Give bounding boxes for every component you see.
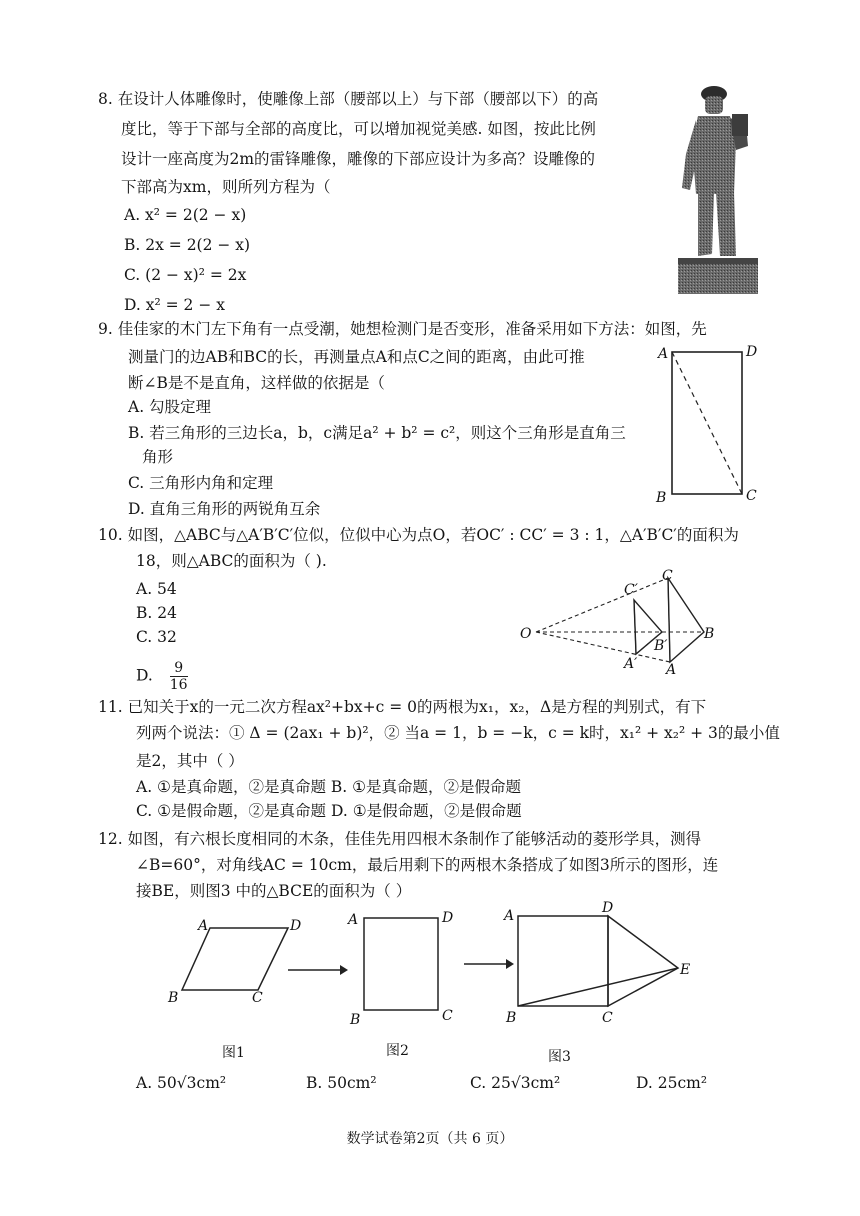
- homothety-figure: [518, 566, 728, 678]
- fig1-label-b: B: [168, 990, 179, 1006]
- q11-line-1: 11. 已知关于x的一元二次方程ax²+bx+c = 0的两根为x₁，x₂，Δ是方程的判别式，有下: [98, 698, 707, 716]
- homothety-label-a: A: [666, 662, 677, 678]
- homothety-label-o: O: [520, 626, 532, 642]
- door-label-c: C: [746, 488, 757, 504]
- q8-option-b: B. 2x = 2(2 − x): [124, 236, 251, 254]
- q10-line-2: 18，则△ABC的面积为（ ).: [136, 552, 327, 570]
- door-rectangle: [672, 352, 742, 494]
- door-label-b: B: [656, 490, 667, 506]
- q10-option-d-fraction: [170, 660, 188, 693]
- fig3-label-a: A: [504, 908, 515, 924]
- q12-option-c: C. 25√3cm²: [470, 1074, 561, 1092]
- homothety-label-c: C: [662, 568, 673, 584]
- q10-option-c: C. 32: [136, 628, 177, 646]
- q8-line-4: 下部高为xm，则所列方程为（: [121, 178, 331, 196]
- door-diagonal-ac: [672, 352, 742, 494]
- q12-line-3: 接BE，则图3 中的△BCE的面积为（ ）: [136, 882, 412, 900]
- fig3-label-d: D: [602, 900, 614, 916]
- q11-options-cd: C. ①是假命题，②是真命题 D. ①是假命题，②是假命题: [136, 802, 522, 820]
- q9-line-3: 断∠B是不是直角，这样做的依据是（: [128, 374, 385, 392]
- figure-2-square: [346, 904, 456, 1028]
- fig1-label-a: A: [198, 918, 209, 934]
- q11-line-2: 列两个说法：① Δ = (2ax₁ + b)²，② 当a = 1，b = −k，c = k时，x₁² + x₂² + 3的最小值: [136, 724, 780, 742]
- arrow-1: [288, 962, 348, 978]
- fig1-label-c: C: [252, 990, 263, 1006]
- q12-line-1: 12. 如图，有六根长度相同的木条，佳佳先用四根木条制作了能够活动的菱形学具，测得: [98, 830, 702, 848]
- q10-option-b: B. 24: [136, 604, 177, 622]
- fig2-label-a: A: [348, 912, 359, 928]
- q8-option-a: A. x² = 2(2 − x): [124, 206, 247, 224]
- homothety-label-c-prime: C′: [624, 582, 638, 598]
- q10-option-d: [136, 660, 188, 693]
- q12-option-b: B. 50cm²: [306, 1074, 377, 1092]
- q8-line-2: 度比，等于下部与全部的高度比，可以增加视觉美感. 如图，按此比例: [121, 120, 596, 138]
- q9-option-c: C. 三角形内角和定理: [128, 474, 274, 492]
- figure-3-square-triangle: [500, 900, 700, 1030]
- q10-fraction-denominator: 16: [169, 677, 188, 693]
- q9-option-d: D. 直角三角形的两锐角互余: [128, 500, 321, 518]
- caption-figure-3: 图3: [548, 1049, 571, 1065]
- door-label-a: A: [658, 346, 669, 362]
- q9-line-2: 测量门的边AB和BC的长，再测量点A和点C之间的距离，由此可推: [128, 348, 585, 366]
- q8-line-1: 8. 在设计人体雕像时，使雕像上部（腰部以上）与下部（腰部以下）的高: [98, 90, 599, 108]
- homothety-label-b: B: [704, 626, 715, 642]
- q12-option-d: D. 25cm²: [636, 1074, 708, 1092]
- fig2-label-b: B: [350, 1012, 361, 1028]
- statue-photo: [676, 84, 760, 298]
- q10-option-d-prefix: D.: [136, 666, 153, 685]
- q12-option-a: A. 50√3cm²: [136, 1074, 227, 1092]
- fig2-label-c: C: [442, 1008, 453, 1024]
- figure-1-rhombus: [160, 910, 310, 1010]
- q9-option-a: A. 勾股定理: [128, 398, 212, 416]
- homothety-label-b-prime: B′: [654, 638, 668, 654]
- q9-line-1: 9. 佳佳家的木门左下角有一点受潮，她想检测门是否变形，准备采用如下方法：如图，先: [98, 320, 707, 338]
- q10-fraction-numerator: 9: [170, 660, 188, 677]
- q8-line-3: 设计一座高度为2m的雷锋雕像，雕像的下部应设计为多高？设雕像的: [121, 150, 596, 168]
- fig3-label-b: B: [506, 1010, 517, 1026]
- q11-options-ab: A. ①是真命题，②是真命题 B. ①是真命题，②是假命题: [136, 778, 522, 796]
- fig3-label-c: C: [602, 1010, 613, 1026]
- door-figure: [650, 338, 770, 510]
- q11-line-3: 是2，其中（ ）: [136, 752, 244, 770]
- q10-option-a: A. 54: [136, 580, 177, 598]
- homothety-label-a-prime: A′: [624, 656, 638, 672]
- fig2-label-d: D: [442, 910, 454, 926]
- caption-figure-2: 图2: [386, 1043, 409, 1059]
- caption-figure-1: 图1: [222, 1045, 245, 1061]
- q8-option-c: C. (2 − x)² = 2x: [124, 266, 247, 284]
- page-footer: 数学试卷第2页（共 6 页）: [346, 1131, 514, 1147]
- fig3-label-e: E: [680, 962, 691, 978]
- q10-line-1: 10. 如图，△ABC与△A′B′C′位似，位似中心为点O，若OC′ : CC′ = 3 : 1，△A′B′C′的面积为: [98, 526, 739, 544]
- q12-line-2: ∠B=60°，对角线AC = 10cm，最后用剩下的两根木条搭成了如图3所示的图形，连: [136, 856, 719, 874]
- fig1-label-d: D: [290, 918, 302, 934]
- q8-option-d: D. x² = 2 − x: [124, 296, 225, 314]
- door-label-d: D: [746, 344, 758, 360]
- q9-option-b: B. 若三角形的三边长a，b，c满足a² + b² = c²，则这个三角形是直角三: [128, 424, 626, 442]
- q9-option-b-cont: 角形: [142, 448, 174, 466]
